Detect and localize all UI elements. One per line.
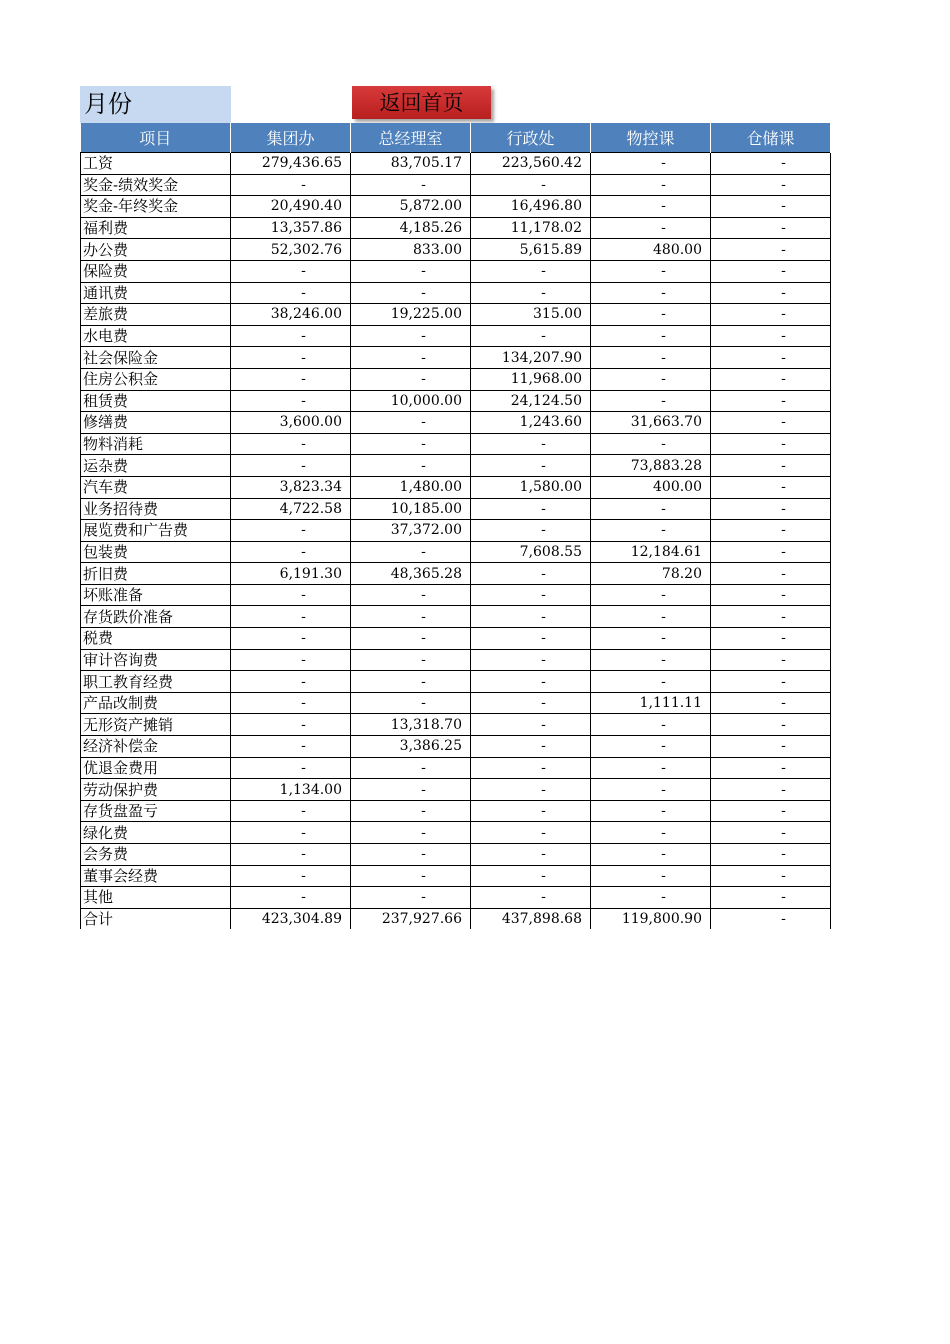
table-cell: - [471,282,591,304]
table-cell: - [471,520,591,542]
table-cell: - [591,779,711,801]
table-cell: - [591,736,711,758]
table-cell: 480.00 [591,239,711,261]
row-label: 福利费 [81,217,231,239]
table-row [81,282,831,304]
table-cell: - [591,304,711,326]
table-cell: - [711,779,831,801]
table-row [81,498,831,520]
table-cell: - [471,692,591,714]
table-cell: - [351,800,471,822]
table-cell: - [231,757,351,779]
table-cell: - [351,412,471,434]
table-cell: - [711,325,831,347]
table-cell: - [591,800,711,822]
table-row [81,153,831,175]
month-input[interactable] [232,86,350,123]
table-cell: - [231,671,351,693]
table-cell: - [231,628,351,650]
table-cell: 11,968.00 [471,368,591,390]
row-label: 奖金-绩效奖金 [81,174,231,196]
column-header: 总经理室 [351,123,471,153]
table-cell: - [711,498,831,520]
row-label: 绿化费 [81,822,231,844]
table-cell: 73,883.28 [591,455,711,477]
table-cell: 6,191.30 [231,563,351,585]
table-cell: 4,722.58 [231,498,351,520]
table-cell: - [351,325,471,347]
table-cell: - [231,714,351,736]
table-cell: - [471,563,591,585]
table-cell: - [591,757,711,779]
table-cell: - [591,390,711,412]
table-cell: - [351,887,471,909]
row-label: 无形资产摊销 [81,714,231,736]
table-cell: - [351,822,471,844]
table-cell: - [231,174,351,196]
row-label: 其他 [81,887,231,909]
top-bar [80,86,830,123]
table-cell: - [471,671,591,693]
table-cell: - [471,174,591,196]
table-cell: - [231,887,351,909]
table-cell: - [231,282,351,304]
column-header: 仓储课 [711,123,831,153]
row-label: 职工教育经费 [81,671,231,693]
table-cell: 13,318.70 [351,714,471,736]
table-cell: - [231,649,351,671]
table-cell: - [231,390,351,412]
table-cell: - [351,757,471,779]
table-row [81,865,831,887]
row-label: 物料消耗 [81,433,231,455]
table-cell: - [231,455,351,477]
row-label: 存货跌价准备 [81,606,231,628]
table-cell: - [471,584,591,606]
table-row [81,174,831,196]
table-cell: - [711,822,831,844]
table-cell: 3,823.34 [231,476,351,498]
row-label: 会务费 [81,844,231,866]
row-label: 董事会经费 [81,865,231,887]
table-row [81,844,831,866]
table-cell: 1,134.00 [231,779,351,801]
table-cell: - [711,563,831,585]
table-cell: 13,357.86 [231,217,351,239]
row-label: 业务招待费 [81,498,231,520]
table-row [81,779,831,801]
table-cell: - [591,433,711,455]
table-cell: - [711,368,831,390]
table-cell: - [231,800,351,822]
table-body [81,153,831,930]
table-cell: - [711,239,831,261]
table-cell: 423,304.89 [231,908,351,929]
table-cell: 315.00 [471,304,591,326]
table-cell: - [591,325,711,347]
table-cell: 11,178.02 [471,217,591,239]
table-row [81,822,831,844]
table-cell: - [231,865,351,887]
total-row [81,908,831,929]
table-cell: 400.00 [591,476,711,498]
table-cell: - [231,368,351,390]
table-cell: - [471,260,591,282]
table-row [81,541,831,563]
table-cell: - [231,692,351,714]
table-cell: - [351,541,471,563]
table-cell: - [471,800,591,822]
table-row [81,887,831,909]
table-row [81,606,831,628]
row-label: 差旅费 [81,304,231,326]
table-row [81,476,831,498]
table-cell: - [591,822,711,844]
table-cell: - [711,671,831,693]
table-cell: - [351,844,471,866]
table-cell: - [711,174,831,196]
row-label: 经济补偿金 [81,736,231,758]
row-label: 劳动保护费 [81,779,231,801]
table-cell: - [711,433,831,455]
table-cell: 1,243.60 [471,412,591,434]
table-cell: 10,185.00 [351,498,471,520]
table-cell: - [231,433,351,455]
table-cell: 52,302.76 [231,239,351,261]
table-cell: - [591,153,711,175]
column-header: 集团办 [231,123,351,153]
table-row [81,584,831,606]
table-cell: 833.00 [351,239,471,261]
header-row [81,123,831,153]
table-cell: - [711,908,831,929]
table-cell: 24,124.50 [471,390,591,412]
table-cell: - [711,476,831,498]
table-row [81,714,831,736]
table-cell: 223,560.42 [471,153,591,175]
table-cell: - [231,822,351,844]
table-cell: 5,615.89 [471,239,591,261]
table-cell: - [711,887,831,909]
row-label: 运杂费 [81,455,231,477]
table-cell: - [591,628,711,650]
table-cell: - [351,606,471,628]
table-row [81,260,831,282]
table-row [81,347,831,369]
table-cell: - [711,844,831,866]
table-cell: - [711,606,831,628]
table-cell: - [471,865,591,887]
row-label: 产品改制费 [81,692,231,714]
column-header: 项目 [81,123,231,153]
table-cell: - [711,800,831,822]
table-row [81,217,831,239]
table-cell: - [711,692,831,714]
table-cell: 237,927.66 [351,908,471,929]
table-cell: - [711,714,831,736]
table-cell: - [351,174,471,196]
table-row [81,239,831,261]
table-row [81,800,831,822]
table-cell: 38,246.00 [231,304,351,326]
table-cell: - [591,606,711,628]
table-row [81,368,831,390]
table-row [81,757,831,779]
table-row [81,563,831,585]
table-cell: - [711,455,831,477]
row-label: 租赁费 [81,390,231,412]
table-cell: - [711,196,831,218]
table-cell: - [711,520,831,542]
table-cell: - [351,260,471,282]
table-cell: - [351,282,471,304]
row-label: 优退金费用 [81,757,231,779]
table-cell: - [471,606,591,628]
table-cell: - [711,304,831,326]
table-cell: 83,705.17 [351,153,471,175]
table-cell: - [591,844,711,866]
table-cell: - [231,844,351,866]
table-cell: - [591,887,711,909]
table-cell: - [711,412,831,434]
table-cell: - [351,692,471,714]
table-cell: - [351,671,471,693]
table-cell: - [231,325,351,347]
table-cell: 1,580.00 [471,476,591,498]
table-row [81,736,831,758]
table-row [81,671,831,693]
row-label: 坏账准备 [81,584,231,606]
table-cell: - [711,260,831,282]
table-cell: - [351,584,471,606]
table-cell: - [351,649,471,671]
table-cell: - [471,433,591,455]
row-label: 水电费 [81,325,231,347]
table-cell: - [711,390,831,412]
column-header: 行政处 [471,123,591,153]
row-label: 存货盘盈亏 [81,800,231,822]
row-label: 住房公积金 [81,368,231,390]
table-cell: - [471,714,591,736]
table-cell: 20,490.40 [231,196,351,218]
return-home-button[interactable]: 返回首页 [352,86,491,119]
table-cell: 3,386.25 [351,736,471,758]
table-cell: - [351,368,471,390]
table-cell: - [711,153,831,175]
table-cell: 5,872.00 [351,196,471,218]
row-label: 展览费和广告费 [81,520,231,542]
row-label: 税费 [81,628,231,650]
row-label: 包装费 [81,541,231,563]
table-row [81,325,831,347]
table-cell: - [711,649,831,671]
row-label: 合计 [81,908,231,929]
table-row [81,304,831,326]
table-cell: - [231,260,351,282]
table-cell: - [471,736,591,758]
table-cell: - [471,455,591,477]
table-cell: - [471,628,591,650]
table-cell: - [711,282,831,304]
row-label: 工资 [81,153,231,175]
expense-table [80,123,831,929]
table-cell: - [711,628,831,650]
row-label: 通讯费 [81,282,231,304]
table-cell: - [591,347,711,369]
table-cell: 279,436.65 [231,153,351,175]
row-label: 审计咨询费 [81,649,231,671]
table-cell: - [591,368,711,390]
table-cell: - [711,217,831,239]
row-label: 奖金-年终奖金 [81,196,231,218]
table-cell: 119,800.90 [591,908,711,929]
table-cell: - [231,584,351,606]
row-label: 折旧费 [81,563,231,585]
table-cell: - [351,779,471,801]
table-cell: 7,608.55 [471,541,591,563]
table-cell: - [711,541,831,563]
table-cell: - [231,347,351,369]
row-label: 办公费 [81,239,231,261]
table-cell: - [591,196,711,218]
table-row [81,196,831,218]
table-cell: 16,496.80 [471,196,591,218]
table-cell: 3,600.00 [231,412,351,434]
table-cell: 31,663.70 [591,412,711,434]
table-cell: - [231,541,351,563]
table-cell: - [471,325,591,347]
row-label: 社会保险金 [81,347,231,369]
table-cell: - [351,865,471,887]
table-cell: - [711,757,831,779]
table-cell: - [711,584,831,606]
table-row [81,520,831,542]
table-row [81,692,831,714]
row-label: 保险费 [81,260,231,282]
table-cell: - [351,347,471,369]
table-cell: - [711,865,831,887]
table-cell: 12,184.61 [591,541,711,563]
table-cell: - [591,282,711,304]
table-cell: - [591,260,711,282]
table-cell: - [471,649,591,671]
column-header: 物控课 [591,123,711,153]
table-cell: - [591,498,711,520]
table-row [81,649,831,671]
table-cell: - [471,498,591,520]
table-row [81,412,831,434]
table-cell: - [351,433,471,455]
table-cell: - [231,736,351,758]
table-cell: - [231,520,351,542]
row-label: 修缮费 [81,412,231,434]
table-cell: 1,480.00 [351,476,471,498]
table-row [81,390,831,412]
table-cell: - [591,584,711,606]
table-cell: - [591,649,711,671]
table-cell: - [471,757,591,779]
table-row [81,455,831,477]
table-cell: 48,365.28 [351,563,471,585]
table-cell: - [351,628,471,650]
table-row [81,433,831,455]
month-label: 月份 [80,86,231,123]
table-cell: - [591,520,711,542]
table-cell: 1,111.11 [591,692,711,714]
table-cell: 4,185.26 [351,217,471,239]
table-cell: - [591,714,711,736]
table-cell: - [711,736,831,758]
table-cell: - [591,865,711,887]
table-cell: - [711,347,831,369]
table-cell: 10,000.00 [351,390,471,412]
table-cell: - [471,887,591,909]
table-cell: - [591,174,711,196]
table-cell: - [351,455,471,477]
table-cell: - [591,671,711,693]
table-cell: - [471,822,591,844]
table-cell: 37,372.00 [351,520,471,542]
table-row [81,628,831,650]
table-cell: 134,207.90 [471,347,591,369]
table-cell: - [591,217,711,239]
table-cell: - [231,606,351,628]
table-cell: 78.20 [591,563,711,585]
table-cell: 437,898.68 [471,908,591,929]
table-cell: - [471,844,591,866]
table-cell: 19,225.00 [351,304,471,326]
table-cell: - [471,779,591,801]
row-label: 汽车费 [81,476,231,498]
